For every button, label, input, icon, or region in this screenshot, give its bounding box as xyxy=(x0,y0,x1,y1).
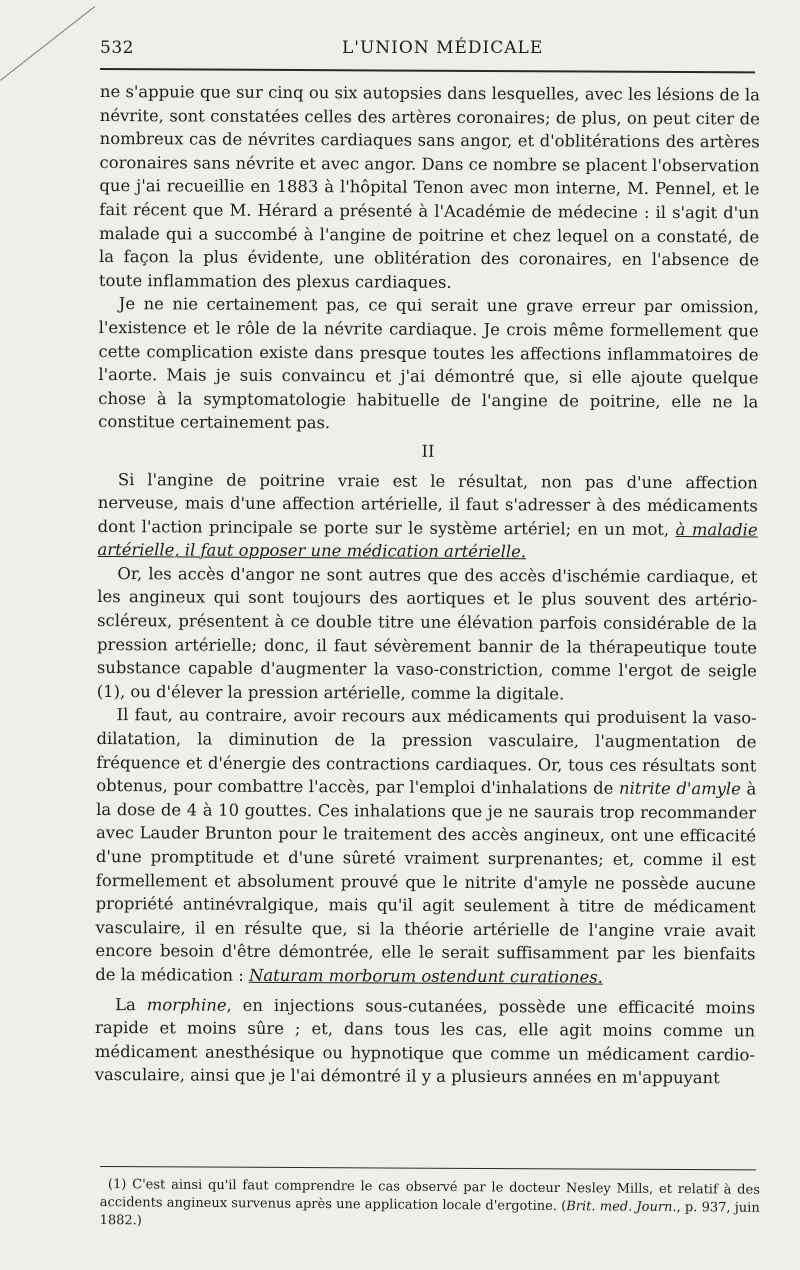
footnote-1 xyxy=(100,1176,760,1236)
paragraph-6-emphasis: morphine xyxy=(146,994,227,1015)
footnote-text-b: , p. 937, juin 1882.) xyxy=(99,1200,760,1229)
paragraph-4 xyxy=(97,562,758,707)
paragraph-5 xyxy=(95,703,756,990)
main-text xyxy=(95,80,760,1090)
header-rule xyxy=(100,68,755,73)
footnote-ref: (1) xyxy=(96,681,121,701)
footnote-rule xyxy=(100,1166,756,1170)
paragraph-1: ne s'appuie que sur cinq ou six autopsies dans lesquelles, avec les lésions de la névrite, sont constatées celles des artères coronaires; de plus, on peut citer de nombreux cas de névrites cardiaques sans angor, et d'oblitérations des artères coronaires sans névrite et avec angor. Dans ce nombre se placent l'observation que j'ai recueillie en 1883 à l'hôpital Tenon avec mon interne, M. Pennel, et le fait récent que M. Hérard a présenté à l'Académie de médecine : il s'agit d'un malade qui a succombé à l'angine de poitrine et chez lequel on a constaté, de la façon la plus évidente, une oblitération des coronaires, en l'absence de toute inflammation des plexus cardiaques. xyxy=(98,81,760,292)
paragraph-6-text-a: La xyxy=(115,994,147,1014)
section-heading: II xyxy=(421,441,435,461)
paragraph-2: Je ne nie certainement pas, ce qui serait une grave erreur par omission, l'existence et le rôle de la névrite cardiaque. Je crois même formellement que cette complication existe dans presque toutes les affections inflammatoires de l'aorte. Mais je suis convaincu et j'ai démontré que, si elle ajoute quelque chose à la symptomatologie habituelle de l'angine de poitrine, elle ne la constitue certainement pas. xyxy=(98,294,759,433)
paragraph-5-emphasis-1: nitrite d'amyle xyxy=(618,778,741,799)
footnote-journal: Brit. med. Journ. xyxy=(566,1199,677,1216)
paragraph-4-text-b: , ou d'élever la pression artérielle, comme la digitale. xyxy=(119,681,565,704)
page-header xyxy=(100,34,760,74)
paragraph-6-text-b: , en injections sous-cutanées, possède une efficacité moins rapide et moins sûre ; et, dans tous les cas, elle agit moins comme un médicament anesthésique ou hypnotique que comme un médicament cardio-vasculaire, ainsi que je l'ai démontré il y a plusieurs années en m'appuyant xyxy=(94,995,756,1088)
paragraph-3 xyxy=(97,467,757,565)
page-corner-crease xyxy=(0,6,96,82)
footnote-text-a: (1) C'est ainsi qu'il faut comprendre le cas observé par le docteur Nesley Mills, et relatif à des accidents angineux survenus après une application locale d'ergotine. ( xyxy=(99,1177,760,1215)
paragraph-5-text-a: Il faut, au contraire, avoir recours aux médicaments qui produisent la vaso-dilatation, la diminution de la pression vasculaire, l'augmentation de fréquence et d'énergie des contractions cardiaques. Or, tous ces résultats sont obtenus, pour combattre l'accès, par l'emploi d'inhalations de xyxy=(96,705,757,798)
paragraph-5-emphasis-2: Naturam morborum ostendunt curationes. xyxy=(249,965,603,987)
paragraph-3-emphasis: à maladie artérielle, il faut opposer une médication artérielle. xyxy=(97,519,758,562)
paragraph-6 xyxy=(95,993,755,1091)
running-title: L'UNION MÉDICALE xyxy=(342,38,544,58)
paragraph-4-text-a: Or, les accès d'angor ne sont autres que des accès d'ischémie cardiaque, et les angineux qui sont toujours des aortiques et le plus souvent des artério-scléreux, présentent à ce double titre une élévation parfois considérable de la pression artérielle; donc, il faut sévèrement bannir de la thérapeutique toute substance capable d'augmenter la vaso-constriction, comme l'ergot de seigle xyxy=(96,563,758,681)
paragraph-3-text: Si l'angine de poitrine vraie est le résultat, non pas d'une affection nerveuse, mais d'une affection artérielle, il faut s'adresser à des médicaments dont l'action principale se porte sur le système artériel; en un mot, xyxy=(97,469,758,539)
paragraph-5-text-b: à la dose de 4 à 10 gouttes. Ces inhalations que je ne saurais trop recommander avec Lauder Brunton pour le traitement des accès angineux, ont une efficacité d'une promptitude et d'une sûreté vraiment surprenantes; et, comme il est formellement et absolument prouvé que le nitrite d'amyle ne possède aucune propriété antinévralgique, mais qu'il agit seulement à titre de médicament vasculaire, il en résulte que, si la théorie artérielle de l'angine vraie avait encore besoin d'être démontrée, elle le serait suffisamment par les bienfaits de la médication : xyxy=(95,779,757,985)
page-number: 532 xyxy=(100,38,134,58)
footnotes xyxy=(100,1176,760,1236)
